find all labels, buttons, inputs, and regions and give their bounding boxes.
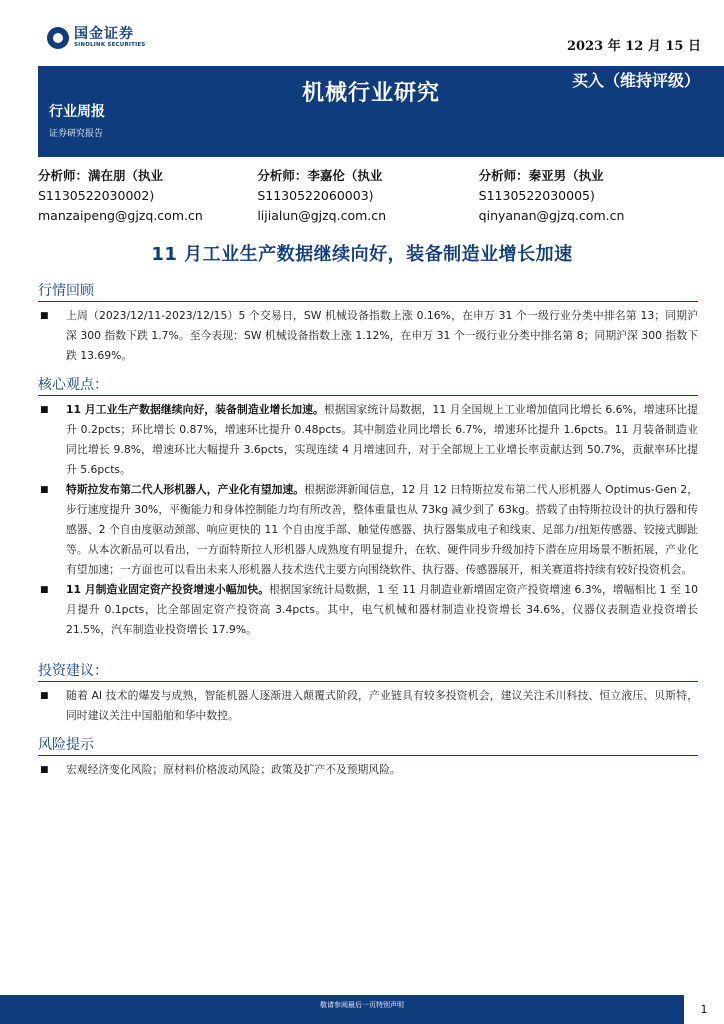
square-bullet-icon: ■ (40, 311, 49, 321)
analyst-card (479, 166, 698, 226)
report-date: 2023 年 12 月 15 日 (567, 39, 701, 54)
analyst-email[interactable]: manzaipeng@gjzq.com.cn (38, 208, 203, 223)
report-type: 行业周报 (49, 104, 105, 120)
analyst-cert: S1130522030002) (38, 188, 155, 203)
square-bullet-icon: ■ (40, 765, 49, 775)
analyst-card (38, 166, 257, 226)
investment-advice-section (38, 662, 698, 726)
market-review-section (38, 282, 698, 366)
analyst-list (38, 166, 698, 226)
bullet-lead: 11 月制造业固定资产投资增速小幅加快。 (66, 583, 270, 596)
rating-label: 买入（维持评级） (571, 71, 700, 90)
analyst-name: 分析师：李嘉伦（执业 (257, 168, 383, 183)
analyst-email[interactable]: qinyanan@gjzq.com.cn (478, 208, 625, 223)
square-bullet-icon: ■ (40, 585, 49, 595)
bullet-text: 根据澎湃新闻信息，12 月 12 日特斯拉发布第二代人形机器人 Optimus-Gen 2，步行速度提升 30%，平衡能力和身体控制能力均有所改善，整体重量也从 73kg 减少到了 63kg。搭载了由特斯拉设计的执行器和传感器、2 个自由度驱动颈部、响应更快的 11 个自由度手部、触觉传感器、执行器集成电子和线束、足部力/扭矩传感器、铰接式脚趾等。从本次新品可以看出，一方面特斯拉人形机器人成熟度有明显提升，在软、硬件同步升级加持下潜在应用场景不断拓展，产业化有望加速；一方面也可以看出未来人形机器人技术迭代主要方向围绕软件、执行器、传感器展开，相关赛道将持续有较好投资机会。 (66, 483, 699, 576)
bullet-text: 根据国家统计局数据，11 月全国规上工业增加值同比增长 6.6%，增速环比提升 0.2pcts；环比增长 0.87%，增速环比提升 0.48pcts。其中制造业同比增长 6.7%，增速环比提升 1.6pcts。11 月装备制造业同比增长 9.8%，增速环比大幅提升 3.6pcts，实现连续 4 月增速回升，对于全部规上工业增长率贡献达到 50.7%，贡献率环比提升 5.6pcts。 (66, 403, 698, 476)
core-views-section (38, 376, 698, 640)
sinolink-logo-icon (47, 27, 69, 49)
square-bullet-icon: ■ (40, 691, 49, 701)
section-title: 投资建议： (38, 662, 698, 682)
section-title: 行情回顾 (38, 282, 698, 302)
section-title: 风险提示 (38, 736, 698, 756)
list-item (38, 480, 698, 580)
report-title: 11 月工业生产数据继续向好，装备制造业增长加速 (151, 244, 573, 265)
analyst-card (257, 166, 478, 226)
page-number: 1 (684, 995, 724, 1024)
square-bullet-icon: ■ (40, 485, 49, 495)
list-item (38, 760, 698, 780)
list-item (38, 306, 698, 366)
analyst-cert: S1130522060003) (257, 188, 374, 203)
risk-section (38, 736, 698, 780)
company-logo (47, 27, 145, 49)
list-item (38, 400, 698, 480)
report-subtype: 证券研究报告 (49, 129, 104, 139)
bullet-text: 根据国家统计局数据，1 至 11 月制造业新增固定资产投资增速 6.3%，增幅相比 1 至 10 月提升 0.1pcts，比全部固定资产投资高 3.4pcts。其中，电气机械和器材制造业投资增长 34.6%，仪器仪表制造业投资增长 21.5%，汽车制造业投资增长 17.9%。 (66, 583, 698, 636)
footer-disclaimer-note: 敬请参阅最后一页特别声明 (320, 1001, 404, 1009)
sector-title: 机械行业研究 (302, 81, 441, 106)
list-item (38, 580, 698, 640)
logo-english-name: SINOLINK SECURITIES (74, 42, 146, 49)
section-title: 核心观点： (38, 376, 698, 396)
bullet-lead: 11 月工业生产数据继续向好，装备制造业增长加速。 (66, 403, 324, 416)
square-bullet-icon: ■ (40, 405, 49, 415)
list-item (38, 686, 698, 726)
bullet-text: 随着 AI 技术的爆发与成熟，智能机器人逐渐进入颠覆式阶段，产业链具有较多投资机会，建议关注禾川科技、恒立液压、贝斯特，同时建议关注中国船舶和华中数控。 (66, 689, 698, 722)
bullet-lead: 特斯拉发布第二代人形机器人，产业化有望加速。 (66, 483, 305, 496)
bullet-text: 宏观经济变化风险；原材料价格波动风险；政策及扩产不及预期风险。 (66, 763, 401, 776)
analyst-name: 分析师：秦亚男（执业 (478, 168, 604, 183)
bullet-text: 上周（2023/12/11-2023/12/15）5 个交易日，SW 机械设备指数上涨 0.16%，在申万 31 个一级行业分类中排名第 13；同期沪深 300 指数下跌 1.7%。至今表现：SW 机械设备指数上涨 1.12%，在申万 31 个一级行业分类中排名第 8；同期沪深 300 指数下跌 13.69%。 (66, 309, 698, 362)
analyst-cert: S1130522030005) (478, 188, 595, 203)
analyst-name: 分析师：满在朋（执业 (38, 168, 164, 183)
analyst-email[interactable]: lijialun@gjzq.com.cn (257, 208, 387, 223)
logo-chinese-name: 国金证券 (74, 26, 134, 43)
